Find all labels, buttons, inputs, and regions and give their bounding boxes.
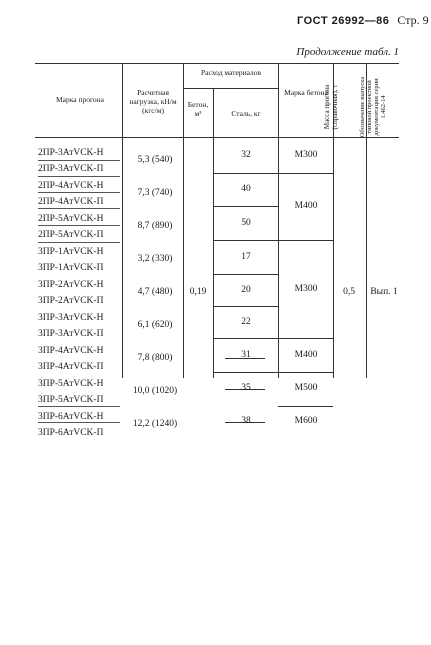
mark-cell: 3ПР-6АтVCK-Н <box>38 412 104 422</box>
load-cell: 10,0 (1020) <box>132 386 178 396</box>
steel-cell: 17 <box>241 252 251 262</box>
page-header <box>297 13 429 28</box>
mark-sep <box>38 225 120 226</box>
mark-cell: 2ПР-3АтVCK-П <box>38 164 104 174</box>
steel-cell: 32 <box>241 150 251 160</box>
load-cell: 7,8 (800) <box>137 353 173 363</box>
col-designation-header: Обозначение выпуска типовой проектной документации серии 1.462-14 <box>359 76 387 138</box>
col-mark-header: Марка прогона <box>56 95 104 104</box>
mark-cell: 3ПР-4АтVCK-Н <box>38 346 104 356</box>
load-cell: 8,7 (890) <box>137 221 173 231</box>
mark-cell: 2ПР-3АтVCK-Н <box>38 148 104 158</box>
steel-row-sep <box>213 274 278 275</box>
page-number: Стр. 9 <box>397 13 429 27</box>
steel-row-sep <box>213 372 278 373</box>
mark-cell: 2ПР-5АтVCK-П <box>38 230 104 240</box>
grade-cell: М500 <box>294 383 318 393</box>
col-divider-3 <box>213 88 214 378</box>
load-cell: 6,1 (620) <box>137 320 173 330</box>
col-mass-header: Масса прогона (справочная), т <box>323 84 339 130</box>
load-cell: 4,7 (480) <box>137 287 173 297</box>
grade-sep <box>278 173 333 174</box>
steel-row-sep <box>213 306 278 307</box>
mark-cell: 3ПР-2АтVCK-Н <box>38 280 104 290</box>
mark-cell: 2ПР-4АтVCK-Н <box>38 181 104 191</box>
col-steel-header: Сталь, кг <box>231 109 261 118</box>
steel-cell: 22 <box>241 317 251 327</box>
mark-sep <box>38 160 120 161</box>
load-cell: 5,3 (540) <box>137 155 173 165</box>
grade-cell: М400 <box>294 350 318 360</box>
mark-cell: 3ПР-5АтVCK-Н <box>38 379 104 389</box>
mark-sep <box>38 192 120 193</box>
steel-row-sep <box>213 206 278 207</box>
grade-cell: М600 <box>294 416 318 426</box>
table-top-border <box>35 63 399 64</box>
mark-sep <box>38 208 120 209</box>
col-concrete-header: Бетон, м³ <box>187 100 209 118</box>
col-divider-1 <box>122 63 123 378</box>
steel-row-sep <box>213 173 278 174</box>
steel-cell: 40 <box>241 184 251 194</box>
mark-sep <box>38 176 120 177</box>
mark-cell: 3ПР-3АтVCK-Н <box>38 313 104 323</box>
mass-cell: 0,5 <box>343 287 355 297</box>
mark-cell: 2ПР-4АтVCK-П <box>38 197 104 207</box>
steel-row-sep <box>213 240 278 241</box>
mark-sep <box>38 242 120 243</box>
grade-sep <box>278 240 333 241</box>
materials-divider <box>183 88 278 89</box>
mark-cell: 3ПР-6АтVCK-П <box>38 428 104 438</box>
col-grade-header: Марка бетона <box>284 88 328 97</box>
steel-cell: 50 <box>241 218 251 228</box>
table-continuation: Продолжение табл. 1 <box>296 46 399 58</box>
grade-sep <box>278 338 333 339</box>
col-divider-4 <box>278 63 279 378</box>
mark-cell: 3ПР-4АтVCK-П <box>38 362 104 372</box>
col-load-header: Расчетная нагрузка, кН/м (кгс/м) <box>129 88 177 115</box>
col-materials-header: Расход материалов <box>200 68 262 77</box>
steel-cell: 38 <box>241 416 251 426</box>
mark-cell: 3ПР-5АтVCK-П <box>38 395 104 405</box>
steel-cell: 20 <box>241 285 251 295</box>
gost-number: ГОСТ 26992—86 <box>297 15 390 27</box>
mark-cell: 2ПР-5АтVCK-Н <box>38 214 104 224</box>
mark-cell: 3ПР-1АтVCK-Н <box>38 247 104 257</box>
load-cell: 7,3 (740) <box>137 188 173 198</box>
mark-sep <box>38 422 120 423</box>
grade-cell: М400 <box>294 201 318 211</box>
grade-cell: М300 <box>294 284 318 294</box>
mark-cell: 3ПР-2АтVCK-П <box>38 296 104 306</box>
designation-cell: Вып. 1 <box>370 287 398 297</box>
steel-cell: 35 <box>241 383 251 393</box>
concrete-volume-cell: 0,19 <box>189 287 207 297</box>
mark-sep <box>38 406 120 407</box>
grade-sep <box>278 406 333 407</box>
load-cell: 12,2 (1240) <box>132 419 178 429</box>
grade-cell: М300 <box>294 150 318 160</box>
mark-cell: 3ПР-3АтVCK-П <box>38 329 104 339</box>
grade-sep <box>278 372 333 373</box>
mark-cell: 3ПР-1АтVCK-П <box>38 263 104 273</box>
load-cell: 3,2 (330) <box>137 254 173 264</box>
steel-cell: 31 <box>241 350 251 360</box>
steel-row-sep <box>213 338 278 339</box>
